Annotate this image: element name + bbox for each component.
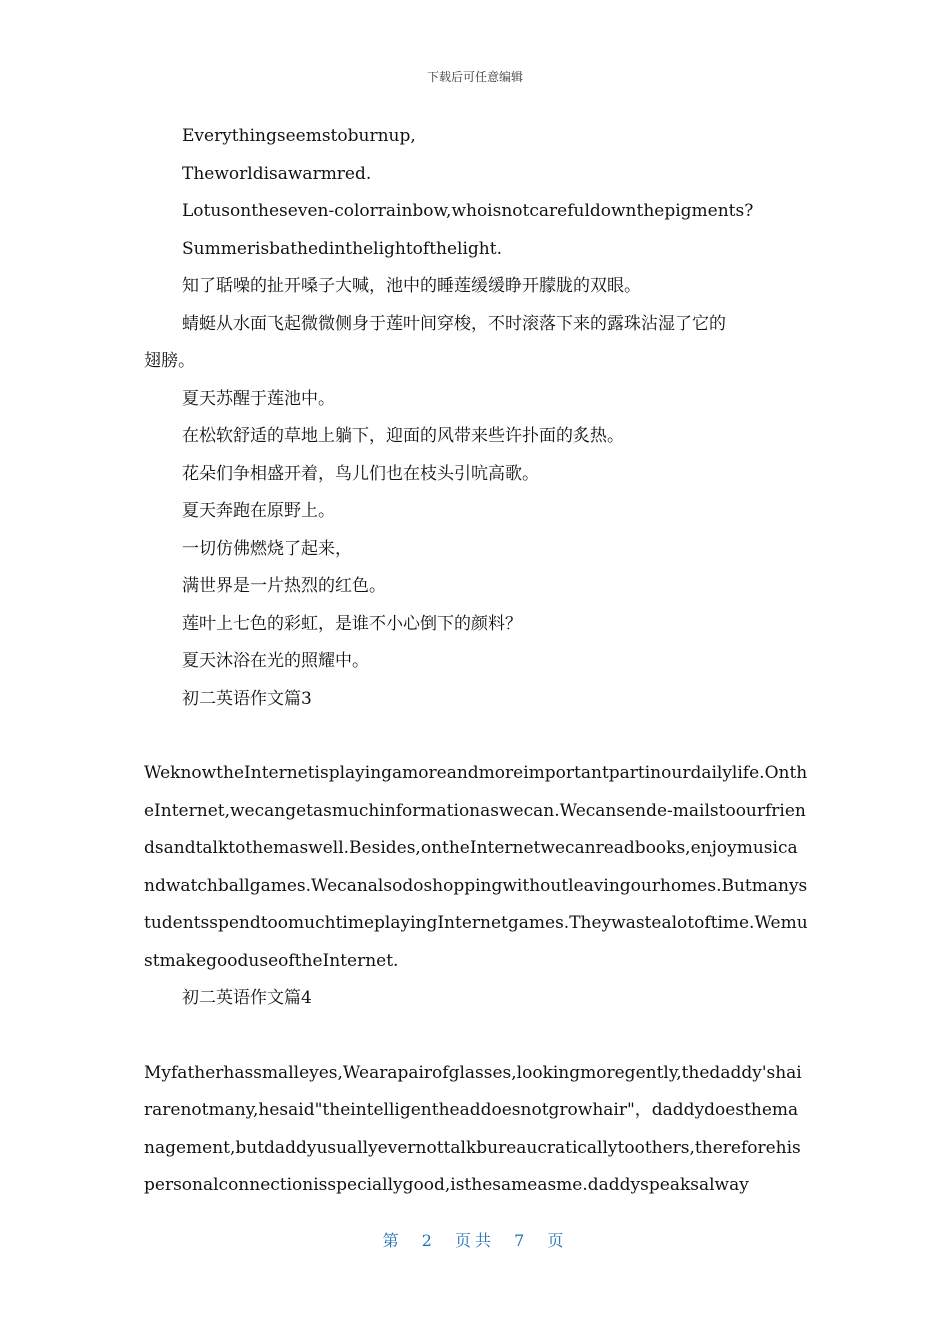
text-line: 在松软舒适的草地上躺下，迎面的风带来些许扑面的炙热。 [182,426,624,446]
text-line: 蜻蜓从水面飞起微微侧身于莲叶间穿梭，不时滚落下来的露珠沾湿了它的 [182,313,726,334]
page-header: 下载后可任意编辑 [426,70,523,84]
essay-3-paragraph: WeknowtheInternetisplayingamoreandmoreimportantpartinourdailylife.OntheInternet,wecangetasmuchinformationaswecan.Wecansende-mailstoourfriendsandtalktothemaswell.Besides,ontheInternetwecanreadbooks,enjoymusicandwatchballgames.Wecanalsodoshoppingwithoutleavingourhomes.ButmanystudentsspendtoomuchtimeplayingInternetgames.Theywastealotoftime.WemustmakegooduseoftheInternet. [144,763,808,971]
text-line: 一切仿佛燃烧了起来， [182,538,352,559]
text-line: 莲叶上七色的彩虹，是谁不小心倒下的颜料？ [182,613,522,634]
text-line: 翅膀。 [144,351,195,371]
text-line: 夏天奔跑在原野上。 [182,501,335,521]
text-line: Summerisbathedinthelightofthelight. [182,238,502,259]
text-line: 花朵们争相盛开着，鸟儿们也在枝头引吭高歌。 [182,463,539,484]
text-line: 夏天沐浴在光的照耀中。 [182,651,369,671]
text-line: 满世界是一片热烈的红色。 [182,576,386,596]
essay-4-paragraph: Myfatherhassmalleyes,Wearapairofglasses,lookingmoregently,thedaddy'shairarenotmany,hesaid"theintelligentheaddoesnotgrowhair"，daddydoesthemanagement,butdaddyusuallyevernottalkbureaucraticallytoothers,thereforehispersonalconnectionisspeciallygood,isthesameasme.daddyspeaksalway [144,1062,802,1195]
section-heading: 初二英语作文篇3 [182,688,312,709]
text-line: 知了聒噪的扯开嗓子大喊，池中的睡莲缓缓睁开朦胧的双眼。 [182,276,641,296]
text-line: Lotusontheseven-colorrainbow,whoisnotcarefuldownthepigments? [182,201,754,221]
text-line: Theworldisawarmred. [182,163,372,184]
document-body [144,118,808,1205]
text-line: Everythingseemstoburnup, [182,126,416,146]
section-heading: 初二英语作文篇4 [182,988,312,1008]
page-footer: 第 2 页共 7 页 [382,1231,568,1250]
text-line: 夏天苏醒于莲池中。 [182,388,335,409]
